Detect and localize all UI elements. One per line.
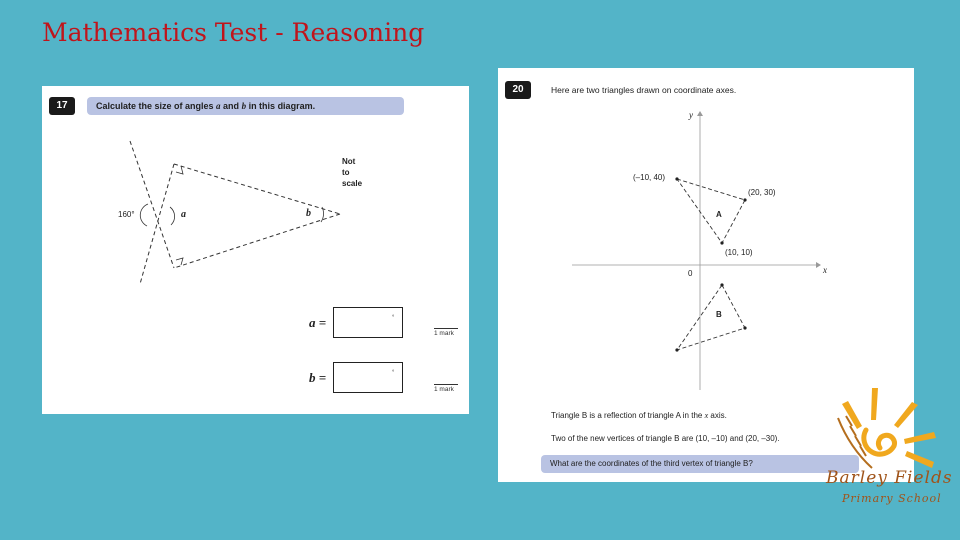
question-prompt: Calculate the size of angles a and b in this diagram.: [87, 97, 404, 115]
vertex-label: (10, 10): [725, 248, 753, 257]
triangle-a-label: A: [716, 210, 722, 219]
school-subtitle: Primary School: [842, 492, 942, 505]
not-to-scale-note: Not to scale: [342, 157, 363, 188]
sun-ray: [871, 388, 878, 420]
origin-label: 0: [688, 269, 693, 278]
mark-label: 1 mark: [434, 384, 458, 393]
sun-ray: [904, 432, 936, 444]
y-axis-label: y: [689, 110, 693, 120]
question-number: 20: [505, 81, 531, 99]
mark-label: 1 mark: [434, 328, 458, 337]
question-number: 17: [49, 97, 75, 115]
slide-title: Mathematics Test - Reasoning: [42, 18, 425, 47]
vertex-label: (20, 30): [748, 188, 776, 197]
vertex-label: (–10, 40): [633, 173, 666, 182]
question-prompt: What are the coordinates of the third vertex of triangle B?: [541, 455, 859, 473]
given-vertices-statement: Two of the new vertices of triangle B are (10, –10) and (20, –30).: [551, 434, 780, 443]
sun-ray: [894, 402, 918, 428]
degree-symbol: °: [392, 315, 395, 321]
triangle-b-label: B: [716, 310, 722, 319]
sun-spiral: [864, 430, 895, 454]
angle-b-label: b: [306, 208, 311, 219]
x-axis-label: x: [823, 265, 827, 275]
question-prompt: Here are two triangles drawn on coordinate axes.: [551, 85, 737, 95]
reflection-statement: Triangle B is a reflection of triangle A in the x axis.: [551, 411, 727, 420]
angle-a-label: a: [181, 209, 186, 220]
answer-a-label: a =: [309, 315, 327, 330]
school-name: Barley Fields: [826, 468, 953, 488]
answer-b-label: b =: [309, 370, 327, 385]
degree-symbol: °: [392, 370, 395, 376]
given-angle-label: 160°: [118, 210, 135, 219]
sun-ray: [905, 451, 934, 468]
